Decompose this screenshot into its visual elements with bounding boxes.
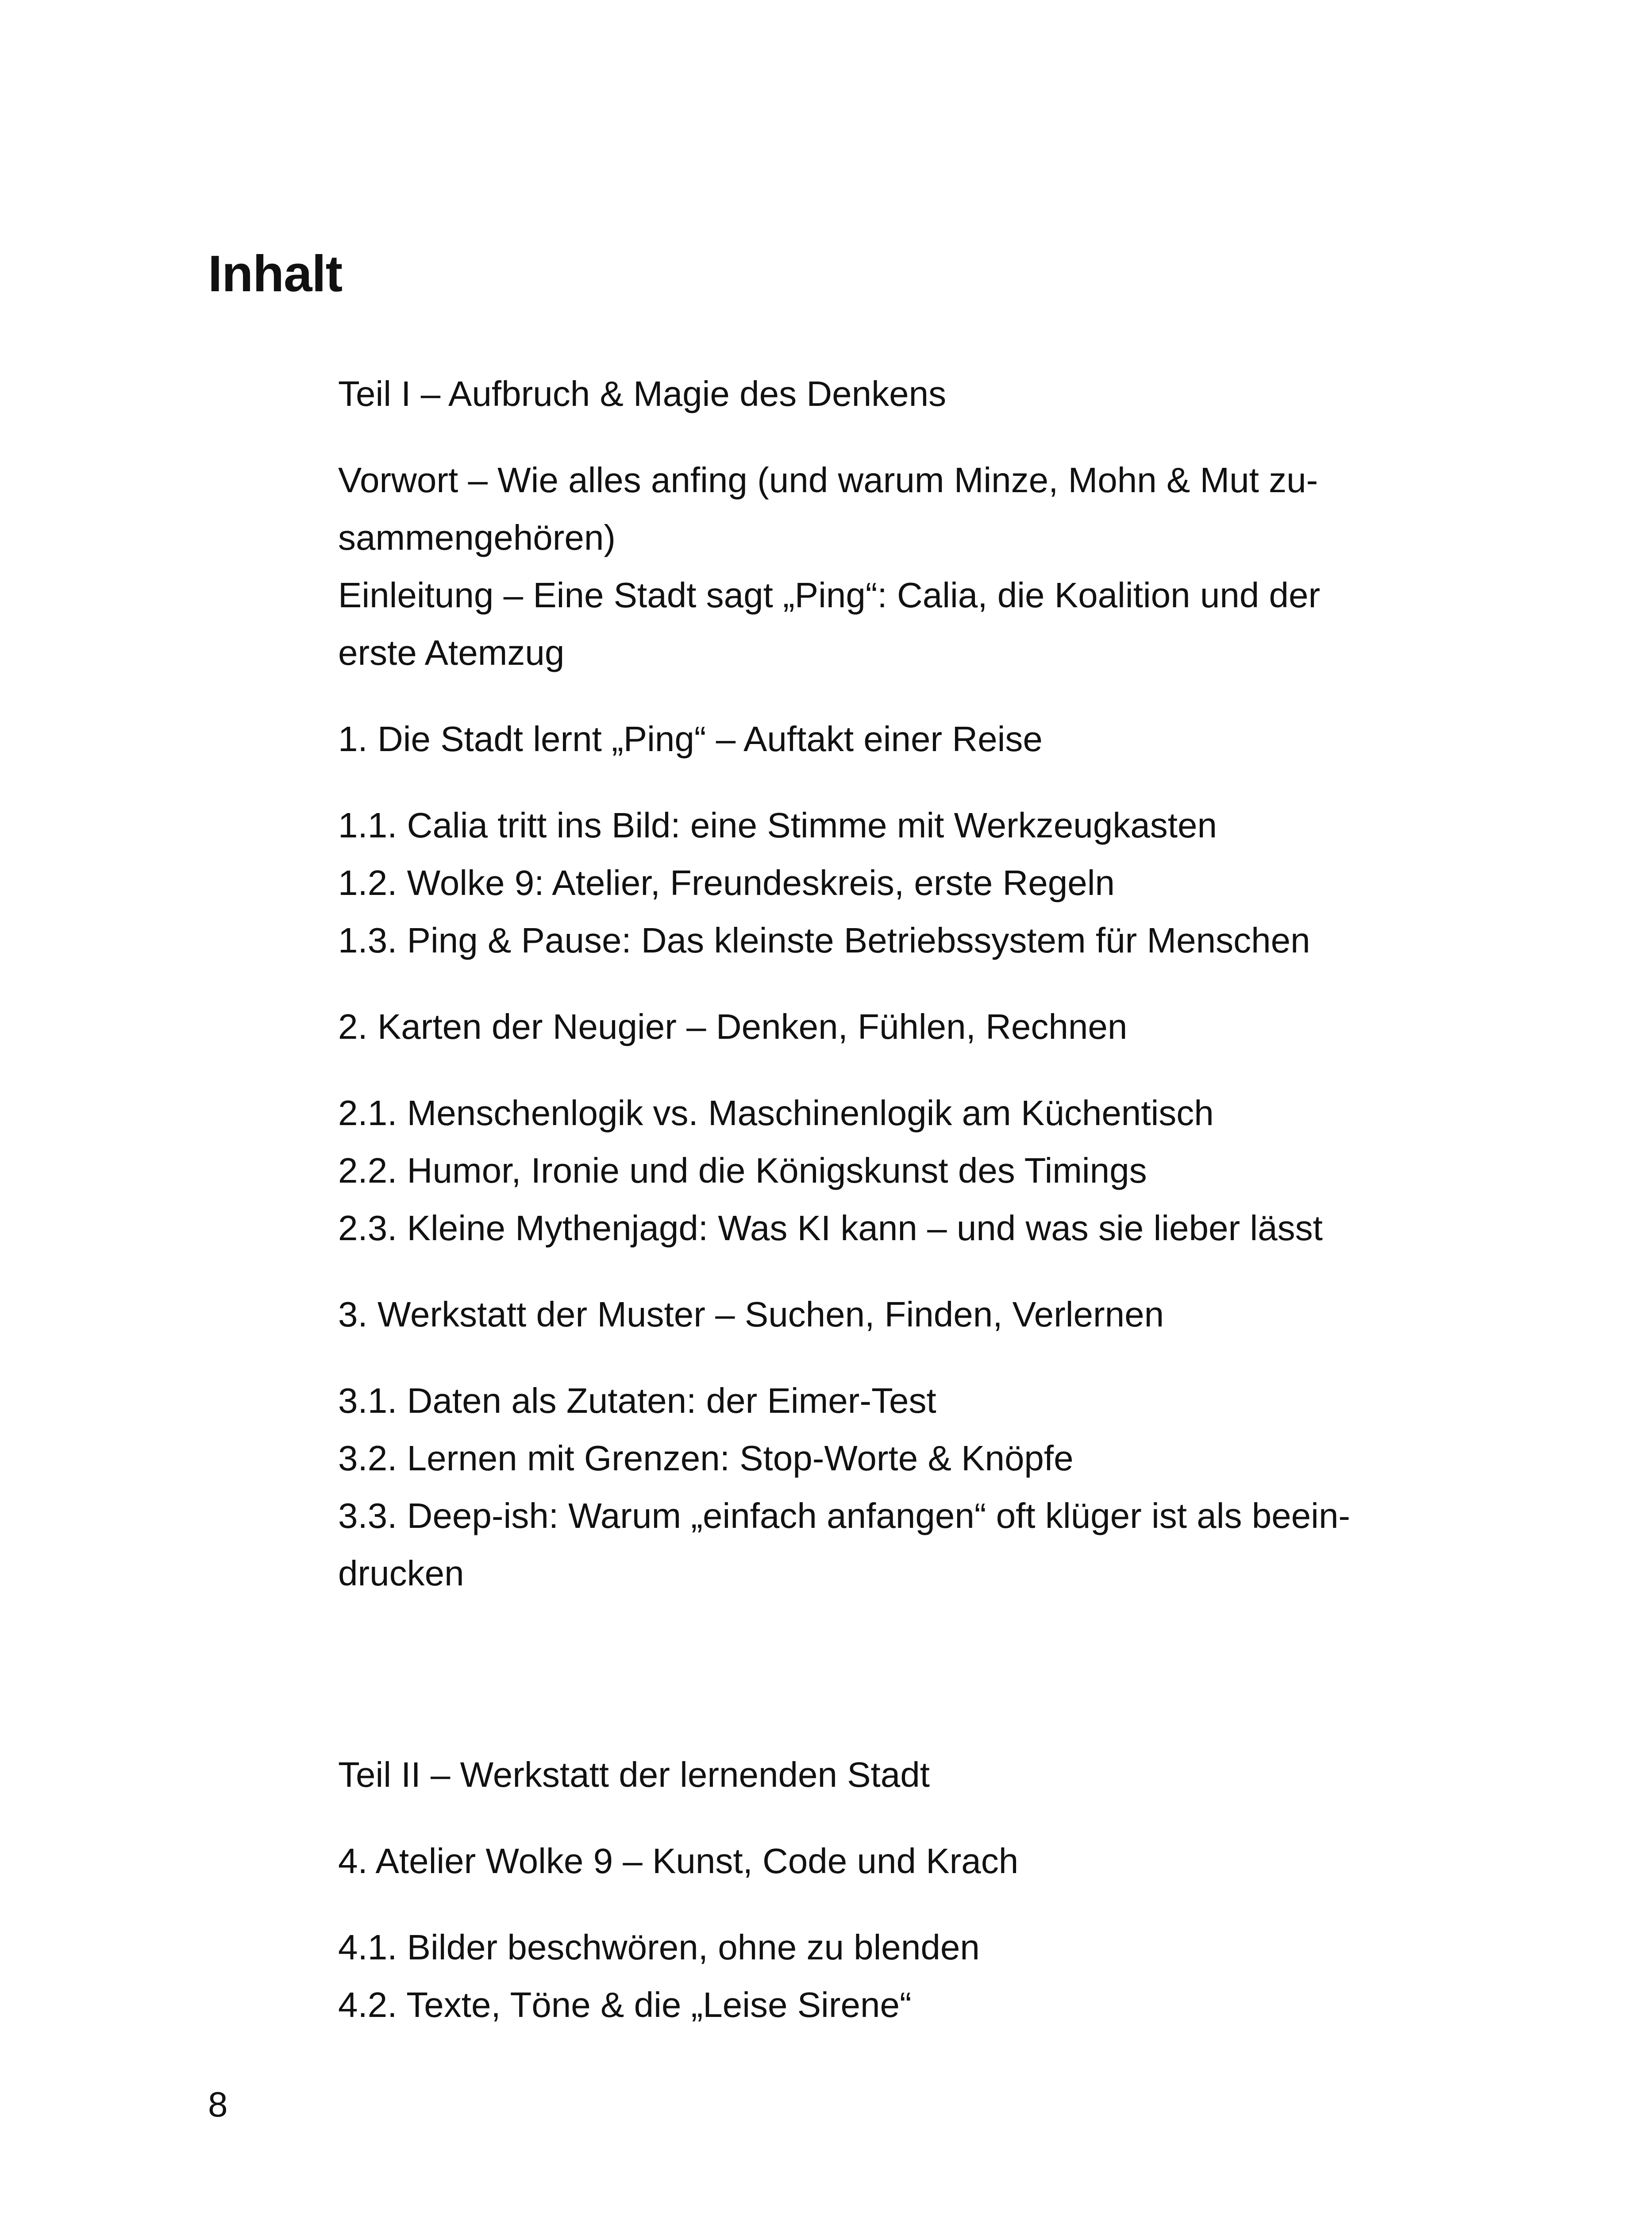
toc-section-4-1: 4.1. Bilder beschwören, ohne zu blenden xyxy=(338,1928,980,1967)
toc-section-1-1: 1.1. Calia tritt ins Bild: eine Stimme mit Werkzeugkasten xyxy=(338,806,1217,845)
toc-section-1-2: 1.2. Wolke 9: Atelier, Freundeskreis, erste Regeln xyxy=(338,863,1115,902)
toc-section-1-3: 1.3. Ping & Pause: Das kleinste Betriebssystem für Menschen xyxy=(338,921,1310,960)
toc-section-4-2: 4.2. Texte, Töne & die „Leise Sirene“ xyxy=(338,1985,912,2024)
toc-chapter-2: 2. Karten der Neugier – Denken, Fühlen, Rechnen xyxy=(338,1007,1128,1046)
table-of-contents xyxy=(338,365,1413,2034)
page-title: Inhalt xyxy=(208,245,343,302)
page-number: 8 xyxy=(208,2085,228,2124)
toc-entry-einleitung: Einleitung – Eine Stadt sagt „Ping“: Calia, die Koalition und der erste Atemzug xyxy=(338,575,1321,672)
toc-chapter-3: 3. Werkstatt der Muster – Suchen, Finden, Verlernen xyxy=(338,1295,1164,1334)
toc-section-3-3: 3.3. Deep-ish: Warum „einfach anfangen“ oft klüger ist als beein- drucken xyxy=(338,1496,1351,1593)
toc-entry-vorwort: Vorwort – Wie alles anfing (und warum Minze, Mohn & Mut zu- sammengehören) xyxy=(338,460,1318,557)
toc-section-3-1: 3.1. Daten als Zutaten: der Eimer-Test xyxy=(338,1381,936,1420)
toc-section-2-3: 2.3. Kleine Mythenjagd: Was KI kann – und was sie lieber lässt xyxy=(338,1208,1323,1248)
toc-part-2-heading: Teil II – Werkstatt der lernenden Stadt xyxy=(338,1755,930,1794)
toc-section-3-2: 3.2. Lernen mit Grenzen: Stop-Worte & Knöpfe xyxy=(338,1438,1074,1478)
toc-section-2-2: 2.2. Humor, Ironie und die Königskunst des Timings xyxy=(338,1151,1147,1190)
toc-chapter-4: 4. Atelier Wolke 9 – Kunst, Code und Krach xyxy=(338,1841,1019,1881)
toc-part-1-heading: Teil I – Aufbruch & Magie des Denkens xyxy=(338,374,947,413)
toc-section-2-1: 2.1. Menschenlogik vs. Maschinenlogik am Küchentisch xyxy=(338,1093,1214,1133)
toc-chapter-1: 1. Die Stadt lernt „Ping“ – Auftakt einer Reise xyxy=(338,719,1043,759)
